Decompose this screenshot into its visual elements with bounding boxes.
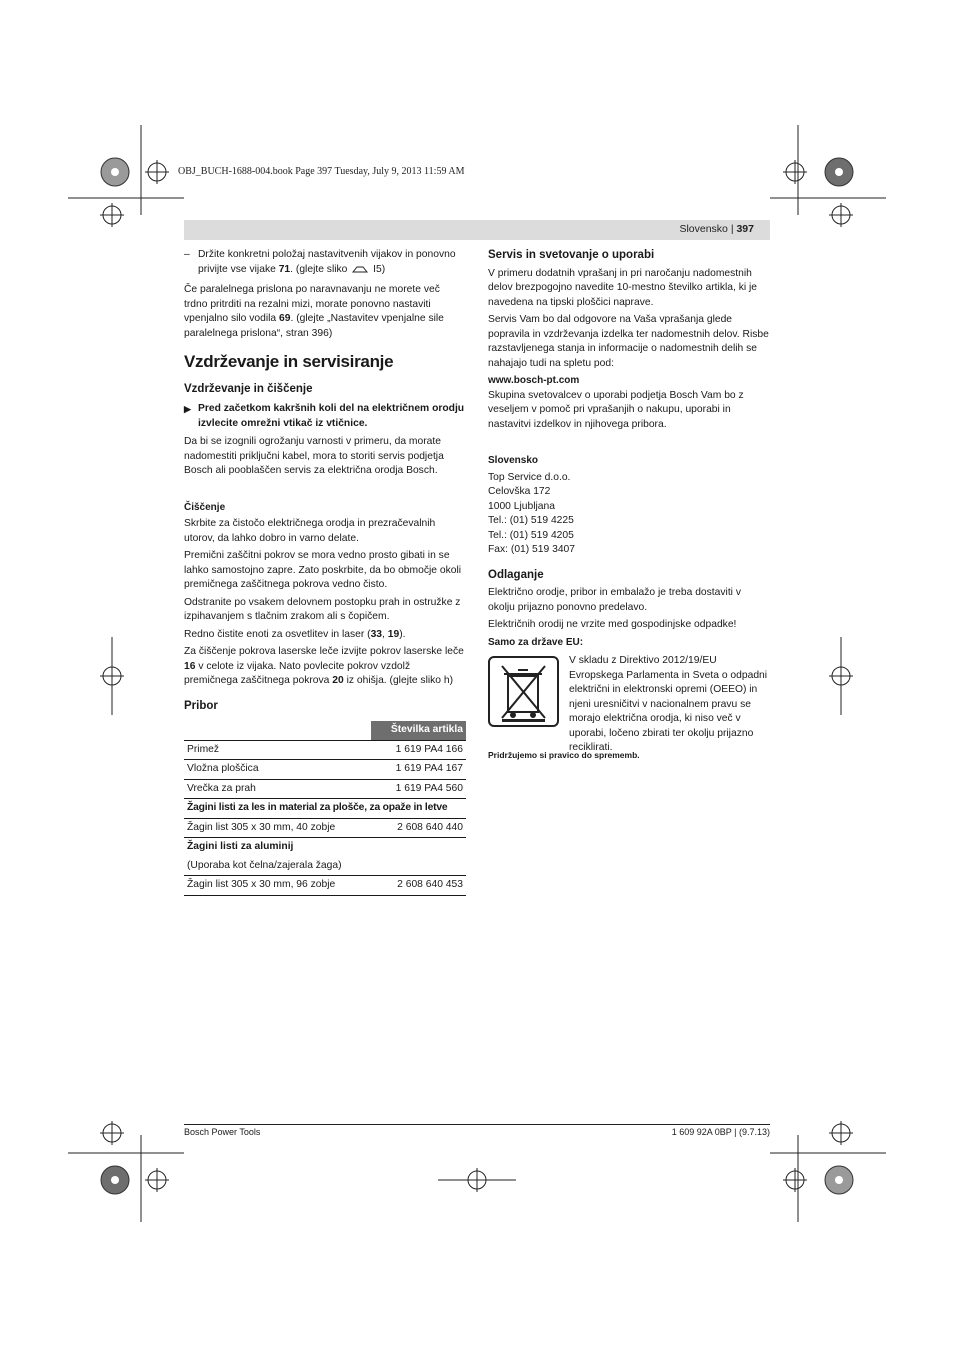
address-line: 1000 Ljubljana [488, 500, 555, 512]
table-header-row [184, 721, 466, 740]
table-group-title: Žagini listi za aluminij [187, 841, 294, 852]
table-group-row [184, 838, 466, 857]
left-column [184, 248, 466, 896]
cleaning-title: Čiščenje [184, 501, 226, 513]
table-group-row [184, 799, 466, 819]
footer-left: Bosch Power Tools [184, 1127, 261, 1137]
paragraph: Skrbite za čistočo električnega orodja in prezračevalnih utorov, da lahko dobro in varno delate. [184, 518, 436, 544]
table-header-empty [184, 721, 371, 740]
table-group-note: (Uporaba kot čelna/zajerala žaga) [184, 857, 466, 876]
page-header-language [679, 223, 754, 235]
right-column [488, 248, 770, 763]
para-text-b: v celote iz vijaka. Nato povlecite pokrov vzdolž premičnega zaščitnega pokrova [184, 660, 411, 686]
address-block [488, 471, 770, 558]
para-text: Za čiščenje pokrova laserske leče izvijte pokrov laserske leče [184, 646, 464, 657]
part-number: 71 [278, 263, 291, 275]
table-row [184, 760, 466, 780]
table-cell-number: 1 619 PA4 167 [371, 760, 466, 780]
table-row [184, 740, 466, 760]
table-header-cell: Številka artikla [371, 721, 466, 740]
paragraph: Električnih orodij ne vrzite med gospodinjske odpadke! [488, 619, 737, 630]
paragraph: Premični zaščitni pokrov se mora vedno prosto gibati in se lahko samostojno zapre. Zato poskrbite, da bo območje okoli premičnega zaščitnega pokrova vedno čisto. [184, 550, 462, 590]
paragraph [184, 628, 466, 643]
table-group-title: Žagini listi za les in material za plošče, za opaže in letve [184, 799, 466, 819]
paragraph: Odstranite po vsakem delovnem postopku prah in ostružke z izpihavanjem s tlačnim zrakom ali s čopičem. [184, 596, 461, 622]
table-row [184, 818, 466, 838]
paragraph [184, 645, 466, 689]
dash-item [184, 248, 466, 277]
website-link[interactable]: www.bosch-pt.com [488, 375, 580, 386]
page-number: 397 [736, 223, 754, 235]
table-row [184, 876, 466, 896]
address-line: Celovška 172 [488, 486, 551, 497]
book-info-line: OBJ_BUCH-1688-004.book Page 397 Tuesday, July 9, 2013 11:59 AM [178, 166, 465, 177]
paragraph: Skupina svetovalcev o uporabi podjetja Bosch Vam bo z veseljem v pomoč pri vprašanjih o nakupu, uporabi in nastavitvi izdelkov in njihovega pribora. [488, 389, 744, 430]
address-line: Top Service d.o.o. [488, 471, 571, 483]
table-row [184, 779, 466, 799]
paragraph: V primeru dodatnih vprašanj in pri naročanju nadomestnih delov brezpogojno navedite 10-mestno številko artikla, ki je navedena na tipski ploščici naprave. [488, 267, 758, 308]
header-separator: | [730, 223, 734, 235]
table-cell-name: Vložna ploščica [184, 760, 371, 780]
para-text-c: iz ohišja. (glejte sliko h) [346, 675, 454, 686]
warning-marker: ▶ [184, 404, 191, 414]
paragraph: Da bi se izognili ogrožanju varnosti v primeru, da morate nadomestiti priključni kabel, mora to storiti servis podjetja Bosch ali pooblaščen servis za električna orodja Bosch. [184, 436, 444, 476]
address-line: Tel.: (01) 519 4205 [488, 529, 574, 541]
part-number: 19 [387, 628, 400, 640]
disclaimer: Pridržujemo si pravico do sprememb. [488, 750, 640, 760]
para-text: Redno čistite enoti za osvetlitev in laser ( [184, 628, 371, 640]
address-line: Tel.: (01) 519 4225 [488, 515, 574, 526]
warning-text: Pred začetkom kakršnih koli del na električnem orodju izvlecite omrežni vtikač iz vtičnice. [198, 403, 465, 429]
para-text: Če paralelnega prislona po naravnavanju ne morete več trdno pritrditi na rezalni mizi, morate ponovno nastaviti vpenjalno silo vodila [184, 284, 440, 324]
part-number: 20 [332, 675, 344, 686]
table-cell-number: 2 608 640 440 [371, 818, 466, 838]
dash-item-text: Držite konkretni položaj nastavitvenih vijakov in ponovno privijte vse vijake [198, 249, 456, 275]
para-sep: , [382, 628, 388, 640]
footer-right: 1 609 92A 0BP | (9.7.13) [671, 1127, 770, 1137]
warning-item [184, 402, 466, 431]
section-title: Vzdrževanje in servisiranje [184, 352, 394, 371]
dash-marker: – [184, 249, 190, 260]
country-title: Slovensko [488, 455, 539, 466]
part-number: 69 [279, 313, 291, 324]
eu-text: V skladu z Direktivo 2012/19/EU Evropskega Parlamenta in Sveta o odpadni električni in elektronski opremi (OEEO) in njeni uresničitvi v nacionalnem pravu se morajo električna orodja, ki niso več v uporabi, ločeno zbirati ter okolju prijazno reciklirati. [569, 655, 768, 753]
crossed-wheelie-bin-icon [488, 656, 559, 727]
table-cell-name: Žagin list 305 x 30 mm, 96 zobje [184, 876, 371, 896]
address-line: Fax: (01) 519 3407 [488, 544, 576, 555]
page-header-bar [184, 220, 770, 240]
figure-ref: I5) [373, 263, 386, 275]
table-cell-number: 1 619 PA4 560 [371, 779, 466, 799]
table-cell-number: 2 608 640 453 [371, 876, 466, 896]
part-number: 16 [184, 660, 196, 672]
table-cell-number: 1 619 PA4 166 [371, 740, 466, 760]
dash-item-text-b: . (glejte sliko [290, 263, 348, 275]
subsection-title: Vzdrževanje in čiščenje [184, 382, 313, 395]
table-group-note-row [184, 857, 466, 876]
accessories-table [184, 721, 466, 896]
table-cell-name: Vrečka za prah [184, 779, 371, 799]
eu-title: Samo za države EU: [488, 636, 584, 648]
accessories-title: Pribor [184, 699, 218, 712]
paragraph [184, 283, 466, 341]
figure-ref-icon [352, 264, 368, 273]
part-number: 33 [370, 628, 383, 640]
para-text-b: . (glejte „Nastavitev vpenjalne sile paralelnega prislona“, stran 396) [184, 313, 444, 339]
paragraph: Servis Vam bo dal odgovore na Vaša vprašanja glede popravila in vzdrževanja izdelka ter nadomestnih delov. Risbe razstavljenega stanja in informacije o nadomestnih delih se nahajajo tudi na spletu pod: [488, 314, 769, 369]
table-cell-name: Primež [184, 740, 371, 760]
service-title: Servis in svetovanje o uporabi [488, 249, 655, 261]
eu-block [488, 654, 770, 753]
footer-rule [184, 1124, 770, 1125]
language-label: Slovensko [679, 223, 728, 235]
disposal-title: Odlaganje [488, 568, 544, 581]
table-cell-name: Žagin list 305 x 30 mm, 40 zobje [184, 818, 371, 838]
para-text-end: ). [399, 628, 406, 640]
paragraph: Električno orodje, pribor in embalažo je treba dostaviti v okolju prijazno ponovno predelavo. [488, 587, 741, 613]
